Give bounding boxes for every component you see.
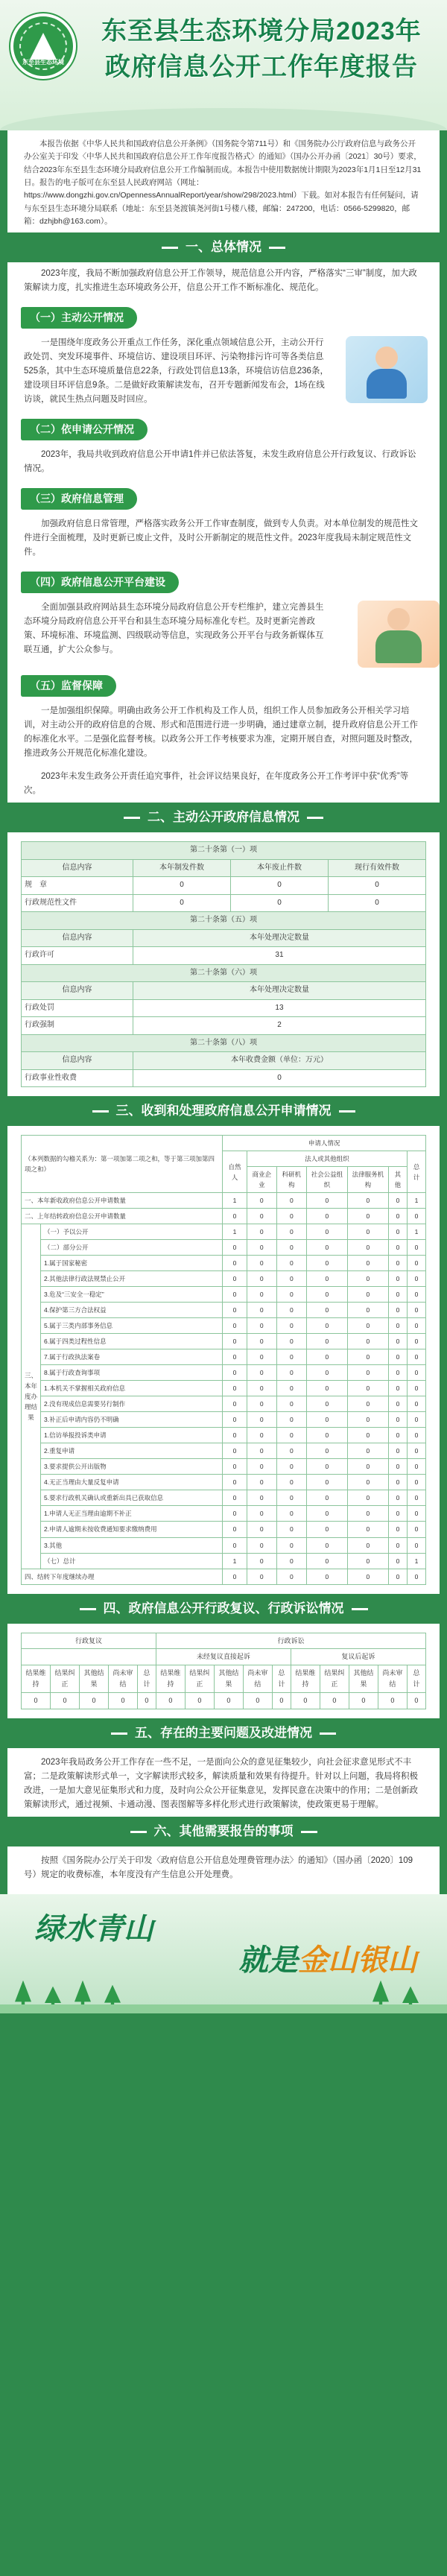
table-row: 1.本机关不掌握相关政府信息 0 0 0 0 0 0 0: [22, 1381, 426, 1396]
section-title-2: 二、主动公开政府信息情况: [0, 803, 447, 832]
section-title-5: 五、存在的主要问题及改进情况: [0, 1718, 447, 1748]
table-row: 5.要求行政机关确认或重新出具已获取信息 0 0 0 0 0 0 0: [22, 1490, 426, 1506]
table-row: 2.其他法律行政法规禁止公开 0 0 0 0 0 0 0: [22, 1271, 426, 1287]
illustration-service-icon: [358, 601, 440, 668]
table-active-disclosure: 第二十条第（一）项 信息内容 本年制发件数 本年废止件数 现行有效件数 规 章 0 0 0 行政规范性文件 0 0 0 第二十条第（五）项 信息内容 本年处理决定数量 行政许可 31 第二十条第（六）项 信息内容 本年处理决定数量 行政处罚 13 行政强制 2 第二十条第（八）项 信息内容 本年收费金额（单位：万元） 行政事业性收费 0: [7, 832, 440, 1096]
section-title-6: 六、其他需要报告的事项: [0, 1817, 447, 1846]
table-row: 3.其他 0 0 0 0 0 0 0: [22, 1537, 426, 1553]
table-row: 2.没有现成信息需要另行制作 0 0 0 0 0 0 0: [22, 1396, 426, 1412]
subsection-tag-b: （二）依申请公开情况: [21, 419, 148, 440]
table-row: 行政强制 2: [22, 1017, 426, 1035]
other-paragraph: 按照《国务院办公厅关于印发〈政府信息公开信息处理费管理办法〉的通知》（国办函〔2020〕109号）规定的收费标准，本年度没有产生信息公开处理费。: [24, 1855, 413, 1879]
table-row: 行政规范性文件 0 0 0: [22, 894, 426, 912]
table-row: 2.申请人逾期未按收费通知要求缴纳费用 0 0 0 0 0 0 0: [22, 1522, 426, 1537]
section-title-1: 一、总体情况: [0, 232, 447, 262]
table-row: 3.要求提供公开出版物 0 0 0 0 0 0 0: [22, 1459, 426, 1475]
subsection-text-e2: 2023年未发生政务公开责任追究事件，社会评议结果良好，在年度政务公开工作考评中获“优秀”等次。: [24, 772, 409, 796]
section-title-3: 三、收到和处理政府信息公开申请情况: [0, 1096, 447, 1126]
table-row: 一、本年新收政府信息公开申请数量 1 0 0 0 0 0 1: [22, 1193, 426, 1209]
table-row: 1.申请人无正当理由逾期不补正 0 0 0 0 0 0 0: [22, 1506, 426, 1522]
page-title-line1: 东至县生态环境分局2023年: [101, 17, 422, 45]
table-row: 7.属于行政执法案卷 0 0 0 0 0 0 0: [22, 1349, 426, 1365]
table-row: 5.属于三类内部事务信息 0 0 0 0 0 0 0: [22, 1318, 426, 1334]
table-review-litigation: 行政复议 行政诉讼 未经复议直接起诉 复议后起诉 结果维持 结果纠正 其他结果 尚未审结 总计 结果维持 结果纠正 其他结果 尚未审结 总计 结果维持 结果纠正 其他结果 尚未审结 总计 0 0 0 0 0 0 0 0 0 0 0 0 0 0 0: [7, 1624, 440, 1718]
table-row: 2.重复申请 0 0 0 0 0 0 0: [22, 1443, 426, 1459]
report-header: [0, 0, 447, 130]
section-title-4: 四、政府信息公开行政复议、行政诉讼情况: [0, 1594, 447, 1624]
report-content: [7, 130, 440, 1894]
overview-paragraph: 2023年度，我局不断加强政府信息公开工作领导，规范信息公开内容，严格落实“三审”制度，加大政策解读力度，扎实推进生态环境政务公开，信息公开工作不断标准化、规范化。: [24, 269, 417, 293]
table-applications: （本列数据的勾稽关系为：第一项加第二项之和，等于第三项加第四项之和） 申请人情况 自然人 法人或其他组织 总计 商业企业 科研机构 社会公益组织 法律服务机构 其他 一、本年新收政府信息公开申请数量 1 0 0 0 0 0 1 二、上年结转政府信息公开申请数量 0 0 0 0 0 0 0 三、本年度办理结果 （一）予以公开 1 0 0 0 0 0 1 （二）部分公开 0 0 0 0 0 0 0 1.属于国家秘密 0 0 0 0 0 0 0 2.其他法律行政法规禁止公开 0 0 0 0 0 0 0 3.危及“三安全一稳定” 0 0 0 0 0 0 0 4.保护第三方合法权益 0 0 0 0 0 0 0 5.属于三类内部事务信息 0 0 0 0 0 0 0 6.属于四类过程性信息 0 0 0 0 0 0 0 7.属于行政执法案卷 0 0 0 0 0 0 0 8.属于行政查询事项 0 0 0 0 0 0 0 1.本机关不掌握相关政府信息 0 0 0 0 0 0 0 2.没有现成信息需要另行制作 0 0 0 0 0 0 0 3.补正后申请内容仍不明确 0 0 0 0 0 0 0 1.信访举报投诉类申请 0 0 0 0 0 0 0 2.重复申请 0 0 0 0 0 0 0 3.要求提供公开出版物 0 0 0 0 0 0 0 4.无正当理由大量反复申请 0 0 0 0 0 0 0 5.要求行政机关确认或重新出具已获取信息 0 0 0 0 0 0 0 1.申请人无正当理由逾期不补正 0 0 0 0 0 0 0 2.申请人逾期未按收费通知要求缴纳费用 0 0 0 0 0 0 0 3.其他 0 0 0 0 0 0 0 （七）总计 1 0 0 0 0 0 1 四、结转下年度继续办理 0 0 0 0 0 0 0: [7, 1126, 440, 1593]
problems-paragraph: 2023年我局政务公开工作存在一些不足，一是面向公众的意见征集较少，向社会征求意见形式不丰富；二是政策解读形式单一，文字解读形式较多，解读质量和效果有待提升。针对以上问题，我局将积极改进，一是加大意见征集形式和力度，及时向公众公开征集意见，发挥民意在决策中的作用；二是创新政策解读形式，通过视频、卡通动漫、图表图解等多样化形式进行政策解读，使政策更易于理解。: [24, 1757, 418, 1809]
ecology-seal-logo: 东至县生态环境: [10, 13, 76, 79]
table-row: 3.补正后申请内容仍不明确 0 0 0 0 0 0 0: [22, 1412, 426, 1428]
table-row: 4.无正当理由大量反复申请 0 0 0 0 0 0 0: [22, 1475, 426, 1490]
slogan-line2: 就是金山银山: [238, 1943, 417, 1977]
subsection-tag-c: （三）政府信息管理: [21, 488, 137, 510]
subsection-text-e: 一是加强组织保障。明确由政务公开工作机构及工作人员，组织工作人员参加政务公开相关学习培训，对主动公开的政府信息的合规、形式和范围进行进一步明确，通过建章立制，提升政府信息公开工作的标准化水平。二是强化监督考核。以政务公开工作考核要求为准，定期开展自查，对照问题及时整改，推进政务公开规范化标准化建设。: [24, 706, 418, 759]
table-row: 1.属于国家秘密 0 0 0 0 0 0 0: [22, 1256, 426, 1271]
subsection-tag-e: （五）监督保障: [21, 675, 116, 697]
page-title-line2: 政府信息公开工作年度报告: [105, 53, 418, 81]
decorative-hill: [0, 108, 447, 130]
decorative-trees: [0, 1978, 447, 2013]
table-row: 3.危及“三安全一稳定” 0 0 0 0 0 0 0: [22, 1287, 426, 1303]
table-row: 8.属于行政查询事项 0 0 0 0 0 0 0: [22, 1365, 426, 1381]
table-row: （七）总计 1 0 0 0 0 0 1: [22, 1553, 426, 1569]
table-row: 三、本年度办理结果 （一）予以公开 1 0 0 0 0 0 1: [22, 1224, 426, 1240]
table-row: 1.信访举报投诉类申请 0 0 0 0 0 0 0: [22, 1428, 426, 1443]
footer-slogan: [0, 1894, 447, 2013]
subsection-text-a: 一是围绕年度政务公开重点工作任务，深化重点领域信息公开，主动公开行政处罚、突发环境事件、环境信访、建设项目环评、污染物排污许可等各类信息525条，其中生态环境质量信息22条，行政处罚信息13条，环境信访信息236条，建设项目环评信息9条。二是做好政策解读发布，召开专题新闻发布会，1场在线访谈，就民生热点问题及时回应。: [24, 338, 329, 405]
subsection-tag-d: （四）政府信息公开平台建设: [21, 572, 179, 593]
subsection-text-c: 加强政府信息日常管理，严格落实政务公开工作审查制度，做到专人负责。对本单位制发的规范性文件进行全面梳理，及时更新已废止文件，及时公开新制定的规范性文件。2023年度我局未制定规范性文件。: [24, 519, 418, 557]
table-row: （二）部分公开 0 0 0 0 0 0 0: [22, 1240, 426, 1256]
table-row: 4.保护第三方合法权益 0 0 0 0 0 0 0: [22, 1303, 426, 1318]
table-row: 规 章 0 0 0: [22, 877, 426, 895]
subsection-text-b: 2023年，我局共收到政府信息公开申请1件并已依法答复，未发生政府信息公开行政复议、行政诉讼情况。: [24, 450, 416, 474]
slogan-line1: 绿水青山: [34, 1912, 153, 1946]
table-row: 行政处罚 13: [22, 999, 426, 1017]
subsection-text-d: 全面加强县政府网站县生态环境分局政府信息公开专栏维护，建立完善县生态环境分局政府信息公开平台和县生态环境分局标准化专栏。及时更新完善政策、环境标准、环境监测、四级联动等信息，实现政务公开平台与政务新媒体互联互通，扩大公众参与。: [24, 603, 324, 655]
table-row: 6.属于四类过程性信息 0 0 0 0 0 0 0: [22, 1334, 426, 1349]
illustration-official-icon: [346, 336, 428, 403]
table-row: 四、结转下年度继续办理 0 0 0 0 0 0 0: [22, 1569, 426, 1584]
table-row: 行政许可 31: [22, 947, 426, 965]
table-row: 二、上年结转政府信息公开申请数量 0 0 0 0 0 0 0: [22, 1209, 426, 1224]
table-row: 行政事业性收费 0: [22, 1069, 426, 1087]
subsection-tag-a: （一）主动公开情况: [21, 307, 137, 329]
intro-paragraph: 本报告依据《中华人民共和国政府信息公开条例》（国务院令第711号）和《国务院办公厅政府信息与政务公开办公室关于印发〈中华人民共和国政府信息公开工作年度报告格式〉的通知》（国办公开办函〔2021〕30号）要求，结合2023年东至县生态环境分局政府信息公开工作编制而成。本报告中使用数据统计期限为2023年1月1日至12月31日。报告的电子版可在东至县人民政府网站（网址：https://www.dongzhi.gov.cn/OpennessAnnualReport/year/show/298/2023.html）下载。如对本报告有任何疑问，请与东至县生态环境分局联系（地址：东至县尧渡镇尧河街1号楼八楼，邮编：247200，电话：0566-5299820，邮箱：dzhjbh@163.com）。: [24, 139, 422, 226]
table-row: 0 0 0 0 0 0 0 0 0 0 0 0 0 0 0: [22, 1692, 426, 1709]
